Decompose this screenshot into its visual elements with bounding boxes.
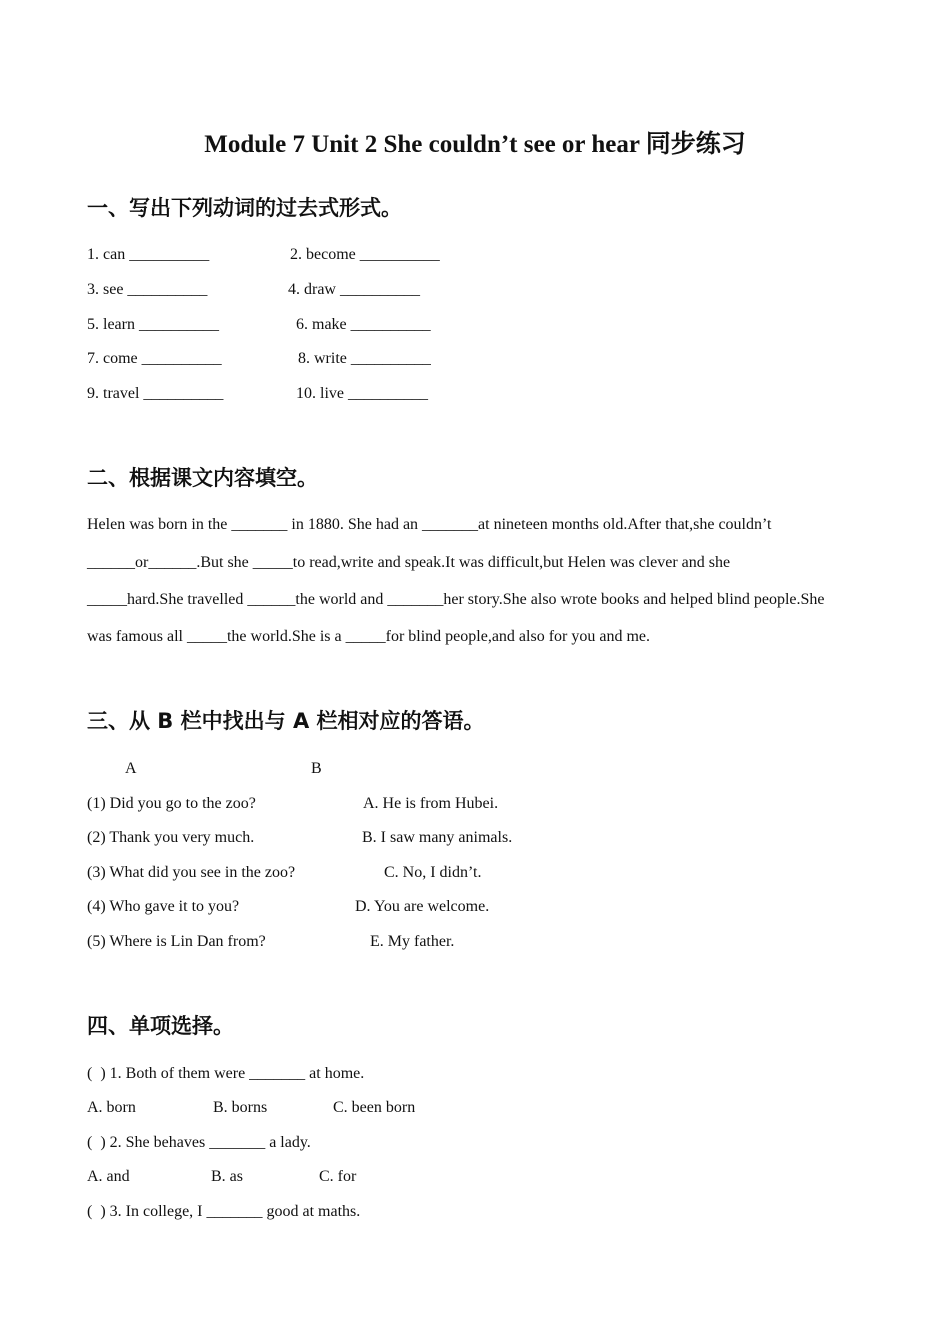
verb-item: 4. draw __________ [288, 281, 420, 298]
column-b-label: B [311, 760, 322, 777]
verb-item: 2. become __________ [290, 246, 440, 263]
match-question: (2) Thank you very much. [87, 829, 255, 846]
match-question: (1) Did you go to the zoo? [87, 795, 256, 812]
page-title: Module 7 Unit 2 She couldn’t see or hear 同步练习 [204, 131, 746, 158]
choice-question: ( ) 3. In college, I _______ good at maths. [87, 1203, 361, 1220]
match-question: (5) Where is Lin Dan from? [87, 933, 266, 950]
cloze-line: _____hard.She travelled ______the world and _______her story.She also wrote books and helped blind people.She [87, 591, 825, 608]
choice-option: C. been born [333, 1099, 416, 1116]
section1-heading: 一、写出下列动词的过去式形式。 [87, 196, 402, 220]
verb-item: 1. can __________ [87, 246, 210, 263]
section3-heading: 三、从 B 栏中找出与 A 栏相对应的答语。 [87, 709, 485, 733]
section2-heading: 二、根据课文内容填空。 [87, 466, 318, 490]
choice-option: A. and [87, 1168, 130, 1185]
match-answer: D. You are welcome. [355, 898, 490, 915]
verb-item: 5. learn __________ [87, 316, 219, 333]
choice-option: A. born [87, 1099, 136, 1116]
cloze-line: ______or______.But she _____to read,write and speak.It was difficult,but Helen was clever and she [87, 554, 731, 571]
match-answer: B. I saw many animals. [362, 829, 513, 846]
choice-question: ( ) 1. Both of them were _______ at home. [87, 1065, 365, 1082]
cloze-line: Helen was born in the _______ in 1880. She had an _______at nineteen months old.After that,she couldn’t [87, 516, 772, 533]
verb-item: 7. come __________ [87, 350, 222, 367]
verb-item: 10. live __________ [296, 385, 428, 402]
section4-heading: 四、单项选择。 [87, 1014, 234, 1038]
choice-option: B. borns [213, 1099, 268, 1116]
choice-question: ( ) 2. She behaves _______ a lady. [87, 1134, 311, 1151]
verb-item: 3. see __________ [87, 281, 208, 298]
verb-item: 9. travel __________ [87, 385, 224, 402]
match-question: (3) What did you see in the zoo? [87, 864, 296, 881]
choice-option: C. for [319, 1168, 357, 1185]
match-answer: A. He is from Hubei. [363, 795, 499, 812]
choice-option: B. as [211, 1168, 243, 1185]
cloze-line: was famous all _____the world.She is a _____for blind people,and also for you and me. [87, 628, 650, 645]
match-answer: E. My father. [370, 933, 455, 950]
match-answer: C. No, I didn’t. [384, 864, 482, 881]
verb-item: 6. make __________ [296, 316, 431, 333]
verb-item: 8. write __________ [298, 350, 431, 367]
match-question: (4) Who gave it to you? [87, 898, 240, 915]
column-a-label: A [125, 760, 137, 777]
